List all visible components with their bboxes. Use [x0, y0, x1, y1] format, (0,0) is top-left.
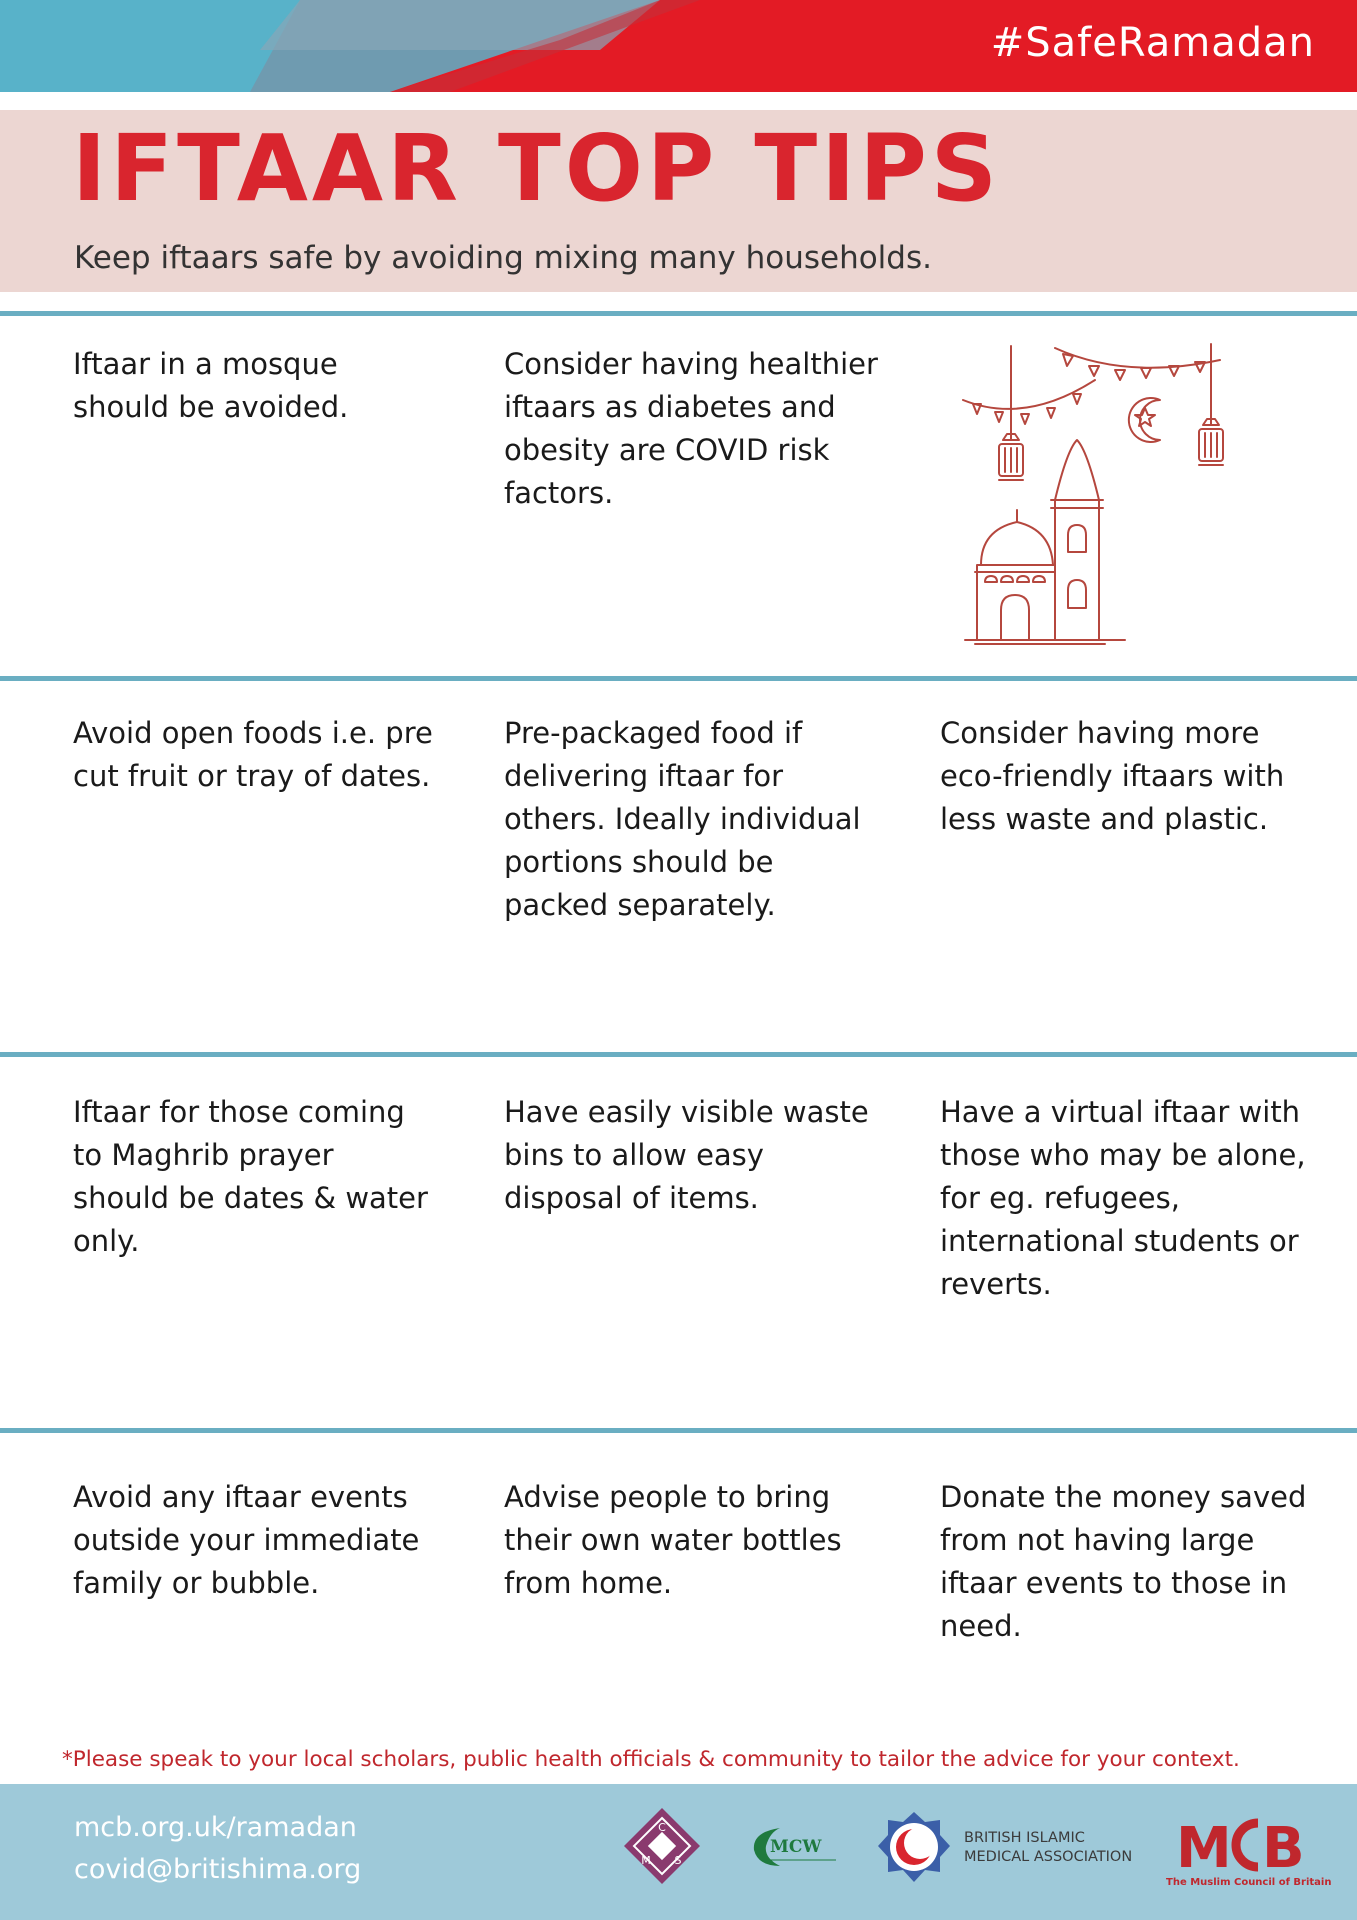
hashtag: #SafeRamadan — [990, 20, 1315, 66]
top-banner — [0, 0, 1357, 92]
bima-name-line1: BRITISH ISLAMIC — [964, 1830, 1085, 1846]
svg-text:M: M — [1176, 1816, 1232, 1875]
tip-family-bubble: Avoid any iftaar events outside your immediate family or bubble. — [73, 1480, 420, 1600]
tip-open-foods: Avoid open foods i.e. pre cut fruit or tray of dates. — [73, 716, 433, 793]
tip-healthier: Consider having healthier iftaars as diabetes and obesity are COVID risk factors. — [504, 347, 878, 510]
bima-name-line2: MEDICAL ASSOCIATION — [964, 1849, 1133, 1865]
tip-pre-packaged: Pre-packaged food if delivering iftaar for others. Ideally individual portions should be packed separately. — [504, 716, 861, 922]
mcs-logo — [622, 1806, 702, 1886]
tip-waste-bins: Have easily visible waste bins to allow easy disposal of items. — [504, 1095, 869, 1215]
disclaimer: *Please speak to your local scholars, public health officials & community to tailor the advice for your context. — [62, 1747, 1240, 1772]
tip-water-bottles: Advise people to bring their own water bottles from home. — [504, 1480, 842, 1600]
mosque-lanterns-illustration — [955, 340, 1275, 650]
divider-3 — [0, 1052, 1357, 1057]
divider-1 — [0, 311, 1357, 316]
svg-text:B: B — [1262, 1816, 1305, 1875]
mcw-logo — [750, 1822, 842, 1872]
tip-eco-friendly: Consider having more eco-friendly iftaars with less waste and plastic. — [940, 716, 1285, 836]
mcb-logo — [1176, 1813, 1316, 1875]
divider-4 — [0, 1428, 1357, 1433]
bima-logo — [874, 1810, 954, 1886]
tip-donate: Donate the money saved from not having large iftaar events to those in need. — [940, 1480, 1307, 1643]
subtitle: Keep iftaars safe by avoiding mixing many households. — [74, 240, 932, 276]
page-title: IFTAAR TOP TIPS — [72, 115, 1002, 222]
website-link[interactable]: mcb.org.uk/ramadan — [74, 1812, 357, 1843]
svg-text:S: S — [674, 1854, 682, 1867]
tip-mosque: Iftaar in a mosque should be avoided. — [73, 347, 349, 424]
email-link[interactable]: covid@britishima.org — [74, 1854, 362, 1885]
svg-text:C: C — [658, 1821, 666, 1834]
divider-2 — [0, 676, 1357, 681]
bima-name — [964, 1829, 1132, 1867]
tip-maghrib: Iftaar for those coming to Maghrib prayer should be dates & water only. — [73, 1095, 428, 1258]
mcb-name: The Muslim Council of Britain — [1166, 1877, 1332, 1888]
mcw-mark: MCW — [770, 1837, 822, 1857]
svg-text:M: M — [641, 1854, 651, 1867]
tip-virtual-iftaar: Have a virtual iftaar with those who may be alone, for eg. refugees, international students or reverts. — [940, 1095, 1306, 1301]
